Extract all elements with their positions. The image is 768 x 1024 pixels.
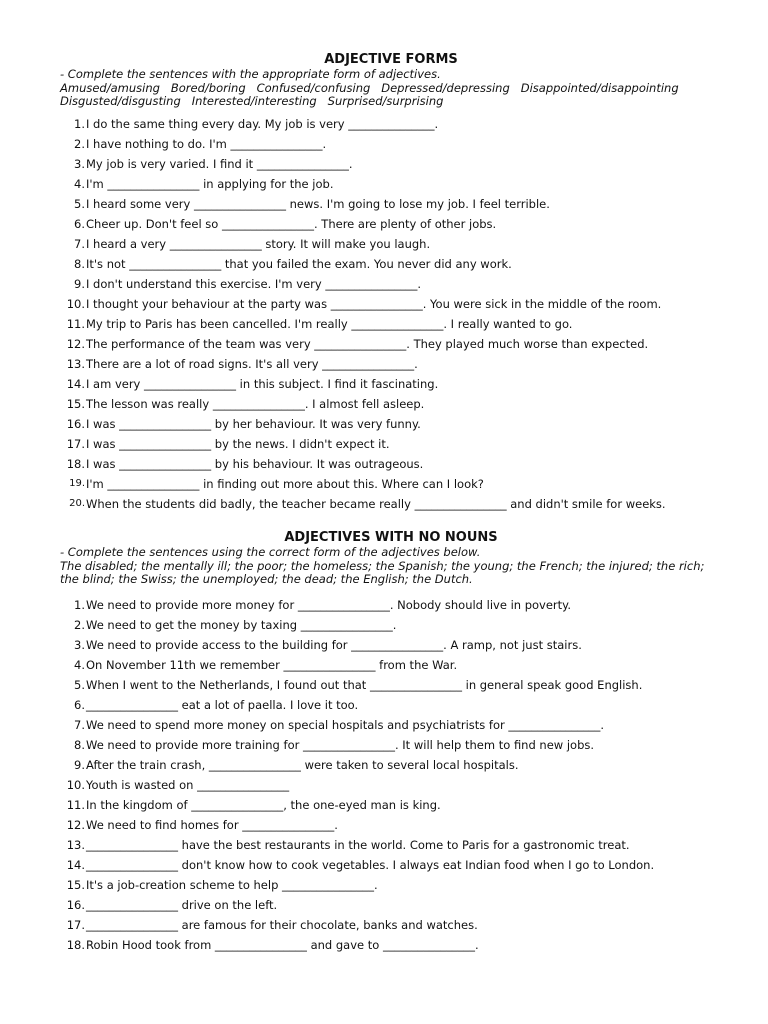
exercise-item [60,454,710,474]
item-sentence: We need to get the money by taxing ________________. [86,617,397,632]
item-number: 12. [66,817,85,832]
exercise-item [60,354,710,374]
item-sentence: On November 11th we remember ________________ from the War. [86,657,458,672]
item-sentence: I was ________________ by the news. I didn't expect it. [86,436,390,451]
exercise-item [60,194,710,214]
item-number: 10. [66,296,85,311]
exercise-item [60,174,710,194]
item-sentence: I was ________________ by his behaviour. It was outrageous. [86,456,424,471]
exercise-item [60,855,710,875]
item-number: 6. [74,697,85,712]
item-number: 6. [74,216,85,231]
exercise-item [60,655,710,675]
exercise-item [60,114,710,134]
item-number: 3. [74,637,85,652]
item-sentence: I thought your behaviour at the party was ________________. You were sick in the middle of the room. [86,296,662,311]
item-number: 14. [66,376,85,391]
item-sentence: Youth is wasted on ________________ [86,777,290,792]
item-number: 19. [69,477,85,489]
word-list-line-2: Disgusted/disgusting Interested/interesting Surprised/surprising [60,94,444,108]
exercise-item [60,755,710,775]
item-number: 9. [74,757,85,772]
instruction-text: - Complete the sentences using the correct form of the adjectives below. [60,545,481,559]
adjectives-with-no-nouns-section [60,530,710,955]
exercise-item [60,234,710,254]
item-sentence: ________________ eat a lot of paella. I love it too. [86,697,359,712]
item-sentence: There are a lot of road signs. It's all very ________________. [86,356,418,371]
item-number: 7. [74,236,85,251]
item-number: 7. [74,717,85,732]
item-number: 2. [74,136,85,151]
exercise-item [60,715,710,735]
exercise-list [60,114,710,514]
exercise-item [60,414,710,434]
item-sentence: I was ________________ by her behaviour. It was very funny. [86,416,421,431]
item-number: 16. [66,416,85,431]
exercise-item [60,494,710,514]
exercise-item [60,154,710,174]
exercise-item [60,134,710,154]
item-sentence: We need to provide access to the building for ________________. A ramp, not just stairs. [86,637,582,652]
item-sentence: I have nothing to do. I'm ________________. [86,136,327,151]
exercise-item [60,695,710,715]
item-number: 9. [74,276,85,291]
item-number: 12. [66,336,85,351]
item-number: 5. [74,196,85,211]
section-title: ADJECTIVE FORMS [324,52,458,67]
item-number: 4. [74,176,85,191]
item-number: 2. [74,617,85,632]
exercise-item [60,875,710,895]
exercise-list [60,595,710,955]
item-number: 13. [66,356,85,371]
item-sentence: My job is very varied. I find it ________________. [86,156,353,171]
item-sentence: The lesson was really ________________. I almost fell asleep. [86,396,425,411]
item-sentence: We need to provide more money for ________________. Nobody should live in poverty. [86,597,571,612]
item-number: 11. [66,797,85,812]
exercise-item [60,795,710,815]
exercise-item [60,735,710,755]
item-sentence: It's not ________________ that you failed the exam. You never did any work. [86,256,512,271]
word-list-line-1: Amused/amusing Bored/boring Confused/confusing Depressed/depressing Disappointed/disappointing [60,80,679,95]
exercise-item [60,334,710,354]
item-number: 20. [69,497,85,509]
exercise-item [60,675,710,695]
item-number: 10. [66,777,85,792]
exercise-item [60,775,710,795]
exercise-item [60,394,710,414]
item-sentence: ________________ drive on the left. [86,897,278,912]
item-number: 4. [74,657,85,672]
exercise-item [60,595,710,615]
item-number: 1. [74,597,85,612]
item-number: 17. [66,917,85,932]
item-number: 17. [66,436,85,451]
exercise-item [60,474,710,494]
item-sentence: ________________ have the best restaurants in the world. Come to Paris for a gastronomic treat. [86,837,630,852]
item-sentence: I heard a very ________________ story. It will make you laugh. [86,236,431,251]
exercise-item [60,615,710,635]
exercise-item [60,214,710,234]
exercise-item [60,374,710,394]
item-sentence: I heard some very ________________ news. I'm going to lose my job. I feel terrible. [86,196,550,211]
exercise-item [60,915,710,935]
item-sentence: I'm ________________ in finding out more about this. Where can I look? [86,476,484,491]
exercise-item [60,635,710,655]
item-sentence: I don't understand this exercise. I'm very ________________. [86,276,422,291]
item-number: 3. [74,156,85,171]
item-sentence: ________________ don't know how to cook vegetables. I always eat Indian food when I go to London. [86,857,655,872]
adjective-forms-section [60,52,710,514]
item-number: 13. [66,837,85,852]
item-number: 11. [66,316,85,331]
item-sentence: My trip to Paris has been cancelled. I'm really ________________. I really wanted to go. [86,316,573,331]
section-title: ADJECTIVES WITH NO NOUNS [284,530,498,545]
item-sentence: I do the same thing every day. My job is very _______________. [86,116,439,131]
exercise-item [60,935,710,955]
exercise-item [60,895,710,915]
item-sentence: Cheer up. Don't feel so ________________. There are plenty of other jobs. [86,216,497,231]
instruction-text: - Complete the sentences with the appropriate form of adjectives. [60,67,441,81]
item-sentence: It's a job-creation scheme to help ________________. [86,877,378,892]
exercise-item [60,835,710,855]
item-sentence: I'm ________________ in applying for the job. [86,176,334,191]
item-number: 8. [74,256,85,271]
exercise-item [60,254,710,274]
item-sentence: Robin Hood took from ________________ and gave to ________________. [86,937,479,952]
item-sentence: I am very ________________ in this subject. I find it fascinating. [86,376,439,391]
item-number: 15. [66,396,85,411]
exercise-item [60,294,710,314]
item-number: 1. [74,116,85,131]
item-number: 8. [74,737,85,752]
item-sentence: In the kingdom of ________________, the one-eyed man is king. [86,797,441,812]
item-sentence: When I went to the Netherlands, I found out that ________________ in general speak good English. [86,677,643,692]
item-number: 14. [66,857,85,872]
exercise-item [60,815,710,835]
exercise-item [60,434,710,454]
item-sentence: We need to find homes for ________________. [86,817,338,832]
item-sentence: After the train crash, ________________ were taken to several local hospitals. [86,757,519,772]
item-sentence: We need to provide more training for ________________. It will help them to find new jobs. [86,737,595,752]
item-sentence: ________________ are famous for their chocolate, banks and watches. [86,917,478,932]
item-sentence: The performance of the team was very ________________. They played much worse than expected. [86,336,649,351]
item-sentence: When the students did badly, the teacher became really ________________ and didn't smile for weeks. [86,496,666,511]
item-number: 16. [66,897,85,912]
exercise-item [60,274,710,294]
item-number: 18. [66,937,85,952]
exercise-item [60,314,710,334]
item-number: 5. [74,677,85,692]
item-number: 18. [66,456,85,471]
item-number: 15. [66,877,85,892]
word-list: The disabled; the mentally ill; the poor; the homeless; the Spanish; the young; the French; the injured; the rich; the blind; the Swiss; the unemployed; the dead; the English; the Dutch. [60,558,705,586]
item-sentence: We need to spend more money on special hospitals and psychiatrists for ________________. [86,717,605,732]
